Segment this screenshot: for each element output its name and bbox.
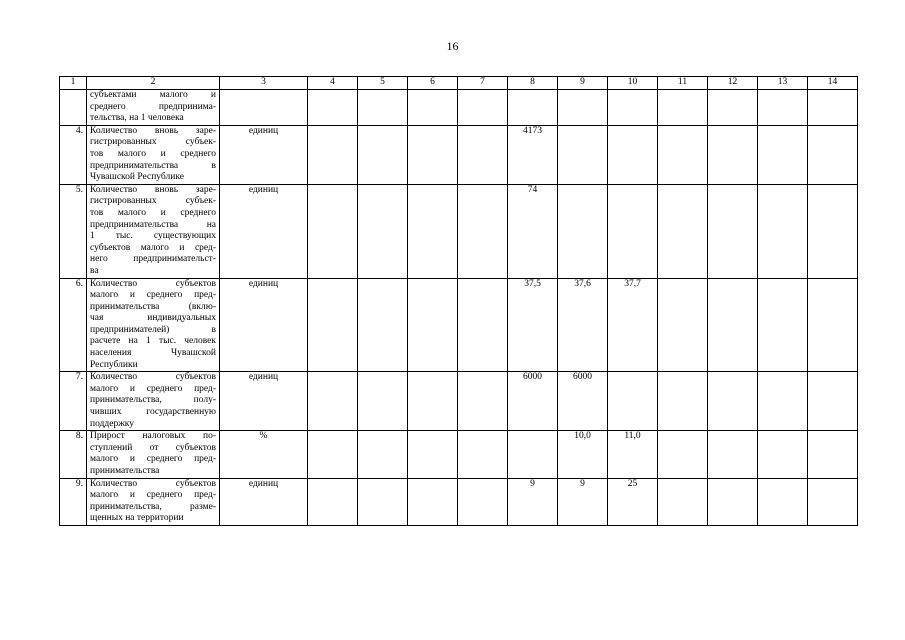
indicator-name-line: Республики bbox=[90, 359, 138, 370]
value-cell: 37,5 bbox=[508, 278, 558, 372]
value-cell bbox=[658, 90, 708, 126]
value-cell bbox=[358, 278, 408, 372]
indicator-name-line: среднего предпринима- bbox=[90, 101, 216, 112]
indicator-name-line: него предпринимательст- bbox=[90, 254, 216, 265]
row-number: 7. bbox=[60, 372, 87, 431]
indicator-name-line: ва bbox=[90, 265, 99, 276]
value-cell bbox=[808, 431, 858, 478]
column-header: 10 bbox=[608, 77, 658, 90]
indicators-table bbox=[59, 76, 858, 526]
indicator-name-line: Чувашской Республике bbox=[90, 172, 184, 183]
indicator-name-line: принимательства, полу- bbox=[90, 395, 216, 406]
value-cell bbox=[508, 431, 558, 478]
column-header: 4 bbox=[308, 77, 358, 90]
table-row bbox=[60, 184, 858, 278]
indicator-name-line: Прирост налоговых по- bbox=[90, 431, 216, 442]
indicator-name-line: чивших государственную bbox=[90, 407, 216, 418]
value-cell bbox=[658, 478, 708, 525]
value-cell bbox=[358, 431, 408, 478]
value-cell bbox=[758, 372, 808, 431]
value-cell bbox=[358, 184, 408, 278]
value-cell bbox=[308, 478, 358, 525]
row-number: 9. bbox=[60, 478, 87, 525]
column-header: 11 bbox=[658, 77, 708, 90]
column-header: 3 bbox=[220, 77, 308, 90]
row-number: 8. bbox=[60, 431, 87, 478]
value-cell: 6000 bbox=[508, 372, 558, 431]
column-header: 1 bbox=[60, 77, 87, 90]
column-header: 8 bbox=[508, 77, 558, 90]
indicator-name-line: гистрированных субъек- bbox=[90, 196, 216, 207]
row-number bbox=[60, 90, 87, 126]
indicator-name-line: расчете на 1 тыс. человек bbox=[90, 336, 216, 347]
value-cell bbox=[658, 125, 708, 184]
table-row bbox=[60, 90, 858, 126]
value-cell bbox=[308, 184, 358, 278]
unit-cell: единиц bbox=[220, 278, 308, 372]
indicator-name-line: тов малого и среднего bbox=[90, 207, 216, 218]
value-cell bbox=[708, 478, 758, 525]
unit-cell bbox=[220, 90, 308, 126]
indicator-name-line: принимательства, разме- bbox=[90, 501, 216, 512]
row-number: 6. bbox=[60, 278, 87, 372]
indicator-name-line: гистрированных субъек- bbox=[90, 137, 216, 148]
indicator-name-line: поддержку bbox=[90, 418, 134, 429]
indicator-name-line: Количество субъектов bbox=[90, 478, 216, 489]
table-body bbox=[60, 90, 858, 526]
indicator-name-line: малого и среднего пред- bbox=[90, 490, 216, 501]
indicator-name-line: предпринимательства в bbox=[90, 160, 216, 171]
value-cell bbox=[408, 278, 458, 372]
unit-cell: единиц bbox=[220, 184, 308, 278]
table-row bbox=[60, 278, 858, 372]
column-header: 13 bbox=[758, 77, 808, 90]
unit-cell: % bbox=[220, 431, 308, 478]
indicator-name bbox=[87, 90, 220, 126]
column-header: 14 bbox=[808, 77, 858, 90]
value-cell bbox=[308, 278, 358, 372]
indicator-name-line: чая индивидуальных bbox=[90, 313, 216, 324]
value-cell bbox=[758, 90, 808, 126]
indicator-name-line: Количество вновь заре- bbox=[90, 125, 216, 136]
indicator-name bbox=[87, 431, 220, 478]
value-cell bbox=[708, 278, 758, 372]
value-cell bbox=[408, 372, 458, 431]
value-cell bbox=[508, 90, 558, 126]
table-row bbox=[60, 478, 858, 525]
value-cell bbox=[708, 184, 758, 278]
value-cell bbox=[608, 90, 658, 126]
indicator-name-line: субъектов малого и сред- bbox=[90, 242, 216, 253]
value-cell bbox=[358, 372, 408, 431]
value-cell bbox=[308, 372, 358, 431]
indicator-name bbox=[87, 184, 220, 278]
unit-cell: единиц bbox=[220, 125, 308, 184]
value-cell bbox=[758, 478, 808, 525]
value-cell bbox=[658, 431, 708, 478]
table-row bbox=[60, 125, 858, 184]
value-cell: 37,7 bbox=[608, 278, 658, 372]
row-number: 5. bbox=[60, 184, 87, 278]
indicator-name-line: малого и среднего пред- bbox=[90, 383, 216, 394]
value-cell: 74 bbox=[508, 184, 558, 278]
value-cell: 25 bbox=[608, 478, 658, 525]
unit-cell: единиц bbox=[220, 478, 308, 525]
value-cell: 11,0 bbox=[608, 431, 658, 478]
value-cell: 9 bbox=[508, 478, 558, 525]
value-cell bbox=[458, 278, 508, 372]
table-row bbox=[60, 372, 858, 431]
table-row bbox=[60, 431, 858, 478]
value-cell bbox=[358, 125, 408, 184]
indicator-name-line: Количество субъектов bbox=[90, 278, 216, 289]
value-cell bbox=[708, 431, 758, 478]
value-cell bbox=[758, 184, 808, 278]
indicator-name-line: предпринимательства на bbox=[90, 219, 216, 230]
value-cell bbox=[458, 90, 508, 126]
value-cell bbox=[608, 125, 658, 184]
value-cell bbox=[758, 431, 808, 478]
indicator-name-line: предпринимателей) в bbox=[90, 324, 216, 335]
value-cell bbox=[808, 372, 858, 431]
indicator-name-line: субъектами малого и bbox=[90, 90, 216, 100]
value-cell: 4173 bbox=[508, 125, 558, 184]
indicator-name-line: принимательства (вклю- bbox=[90, 301, 216, 312]
indicator-name-line: Количество вновь заре- bbox=[90, 184, 216, 195]
value-cell: 6000 bbox=[558, 372, 608, 431]
value-cell bbox=[608, 372, 658, 431]
indicator-name bbox=[87, 478, 220, 525]
indicator-name-line: населения Чувашской bbox=[90, 348, 216, 359]
value-cell bbox=[458, 372, 508, 431]
value-cell bbox=[308, 125, 358, 184]
value-cell bbox=[708, 372, 758, 431]
value-cell bbox=[758, 125, 808, 184]
column-header: 9 bbox=[558, 77, 608, 90]
value-cell bbox=[458, 431, 508, 478]
value-cell bbox=[408, 125, 458, 184]
indicator-name-line: ступлений от субъектов bbox=[90, 442, 216, 453]
value-cell bbox=[358, 478, 408, 525]
value-cell bbox=[458, 478, 508, 525]
value-cell bbox=[458, 125, 508, 184]
value-cell bbox=[408, 90, 458, 126]
value-cell bbox=[758, 278, 808, 372]
column-header: 6 bbox=[408, 77, 458, 90]
value-cell bbox=[808, 278, 858, 372]
indicator-name-line: малого и среднего пред- bbox=[90, 290, 216, 301]
value-cell bbox=[558, 184, 608, 278]
value-cell bbox=[408, 184, 458, 278]
indicator-name-line: Количество субъектов bbox=[90, 372, 216, 383]
value-cell: 9 bbox=[558, 478, 608, 525]
value-cell bbox=[358, 90, 408, 126]
value-cell bbox=[658, 184, 708, 278]
value-cell bbox=[308, 90, 358, 126]
indicator-name bbox=[87, 125, 220, 184]
indicator-name-line: щенных на территории bbox=[90, 513, 184, 524]
value-cell bbox=[658, 278, 708, 372]
value-cell bbox=[558, 125, 608, 184]
indicator-name-line: принимательства bbox=[90, 466, 160, 476]
column-header: 12 bbox=[708, 77, 758, 90]
value-cell bbox=[558, 90, 608, 126]
value-cell bbox=[808, 184, 858, 278]
indicator-name-line: тельства, на 1 человека bbox=[90, 113, 184, 124]
value-cell bbox=[308, 431, 358, 478]
value-cell bbox=[408, 478, 458, 525]
value-cell bbox=[608, 184, 658, 278]
column-header: 2 bbox=[87, 77, 220, 90]
indicator-name bbox=[87, 278, 220, 372]
value-cell bbox=[658, 372, 708, 431]
unit-cell: единиц bbox=[220, 372, 308, 431]
indicator-name bbox=[87, 372, 220, 431]
value-cell bbox=[808, 125, 858, 184]
value-cell bbox=[808, 478, 858, 525]
column-header: 5 bbox=[358, 77, 408, 90]
value-cell: 10,0 bbox=[558, 431, 608, 478]
page-number: 16 bbox=[446, 39, 459, 53]
value-cell bbox=[708, 90, 758, 126]
indicator-name-line: малого и среднего пред- bbox=[90, 454, 216, 465]
value-cell bbox=[708, 125, 758, 184]
value-cell bbox=[808, 90, 858, 126]
value-cell: 37,6 bbox=[558, 278, 608, 372]
indicator-name-line: тов малого и среднего bbox=[90, 148, 216, 159]
column-header: 7 bbox=[458, 77, 508, 90]
header-row bbox=[60, 77, 858, 90]
value-cell bbox=[458, 184, 508, 278]
value-cell bbox=[408, 431, 458, 478]
indicator-name-line: 1 тыс. существующих bbox=[90, 231, 216, 242]
row-number: 4. bbox=[60, 125, 87, 184]
